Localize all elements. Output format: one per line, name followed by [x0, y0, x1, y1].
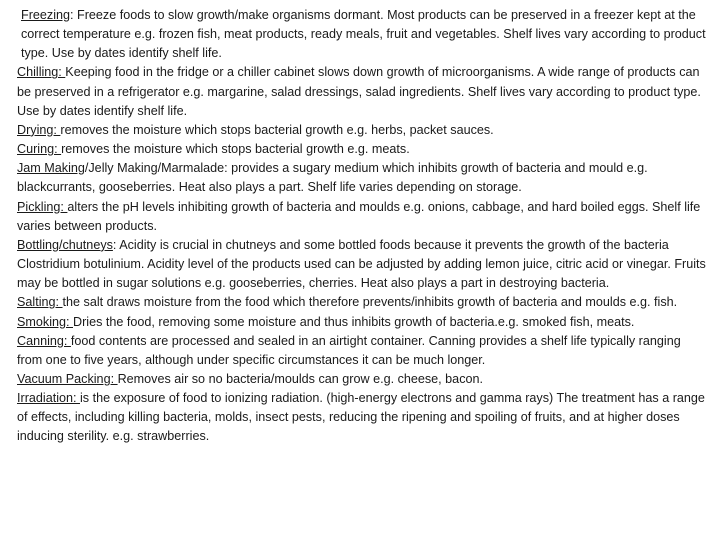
- term-freezing: Freezing: [21, 8, 70, 22]
- description-curing: removes the moisture which stops bacterial growth e.g. meats.: [61, 142, 410, 157]
- description-drying: removes the moisture which stops bacterial growth e.g. herbs, packet sauces.: [60, 122, 494, 137]
- term-chilling: Chilling:: [17, 65, 66, 80]
- term-irradiation: Irradiation:: [17, 391, 80, 406]
- description-pickling: alters the pH levels inhibiting growth of bacteria and moulds e.g. onions, cabbage, and hard boiled eggs. Shelf life varies between products.: [17, 199, 701, 233]
- entry-canning: [17, 332, 707, 370]
- description-chilling: Keeping food in the fridge or a chiller cabinet slows down growth of microorganisms. A wide range of products can be preserved in a refrigerator e.g. margarine, salad dressings, salad ingredients. Shelf lives vary according to product type. Use by dates identify shelf life.: [17, 65, 701, 118]
- term-salting: Salting:: [17, 295, 63, 310]
- description-jam-making: /Jelly Making/Marmalade: provides a sugary medium which inhibits growth of bacteria and mould e.g. blackcurrants, gooseberries. Heat also plays a part. Shelf life varies depending on storage.: [17, 161, 648, 195]
- term-canning: Canning:: [17, 333, 71, 348]
- entry-bottling: [17, 236, 707, 293]
- entry-drying: [17, 121, 707, 140]
- entry-jam-making: [17, 159, 707, 197]
- document-body: [17, 6, 707, 447]
- description-irradiation: is the exposure of food to ionizing radiation. (high-energy electrons and gamma rays) The treatment has a range of effects, including killing bacteria, molds, insect pests, reducing the ripening and spoiling of fruits, and at higher doses inducing sterility. e.g. strawberries.: [17, 391, 705, 444]
- entry-vacuum-packing: [17, 370, 707, 389]
- description-salting: the salt draws moisture from the food which therefore prevents/inhibits growth of bacteria and moulds e.g. fish.: [62, 295, 678, 310]
- term-pickling: Pickling:: [17, 199, 68, 214]
- description-canning: food contents are processed and sealed in an airtight container. Canning provides a shelf life typically ranging from one to five years, although under specific circumstances it can be much longer.: [17, 333, 681, 367]
- term-drying: Drying:: [17, 122, 61, 137]
- entry-pickling: [17, 198, 707, 236]
- entry-salting: [17, 293, 707, 331]
- term-bottling: Bottling/chutneys: [17, 237, 113, 252]
- description-smoking: Dries the food, removing some moisture and thus inhibits growth of bacteria.e.g. smoked fish, meats.: [73, 314, 635, 329]
- term-vacuum-packing: Vacuum Packing:: [17, 371, 118, 386]
- separator: :: [70, 8, 77, 22]
- description-bottling: Acidity is crucial in chutneys and some bottled foods because it prevents the growth of the bacteria Clostridium botulinium. Acidity level of the products used can be adjusted by adding lemon juice, citric acid or vinegar. Fruits may be bottled in sugar solutions e.g. gooseberries, cherries. Heat also plays a part in destroying bacteria.: [17, 237, 706, 291]
- description-freezing: Freeze foods to slow growth/make organisms dormant. Most products can be preserved in a freezer kept at the correct temperature e.g. frozen fish, meat products, ready meals, fruit and vegetables. Shelf lives vary according to product type. Use by dates identify shelf life.: [21, 8, 706, 61]
- entry-chilling: [17, 63, 707, 120]
- entry-irradiation: [17, 389, 707, 446]
- term-smoking: Smoking:: [17, 314, 73, 329]
- entry-freezing: [17, 6, 707, 63]
- separator: :: [112, 237, 120, 252]
- term-curing: Curing:: [17, 142, 62, 157]
- term-jam-making: Jam Making: [17, 161, 85, 176]
- entry-curing: [17, 140, 707, 159]
- description-vacuum-packing: Removes air so no bacteria/moulds can grow e.g. cheese, bacon.: [117, 371, 483, 386]
